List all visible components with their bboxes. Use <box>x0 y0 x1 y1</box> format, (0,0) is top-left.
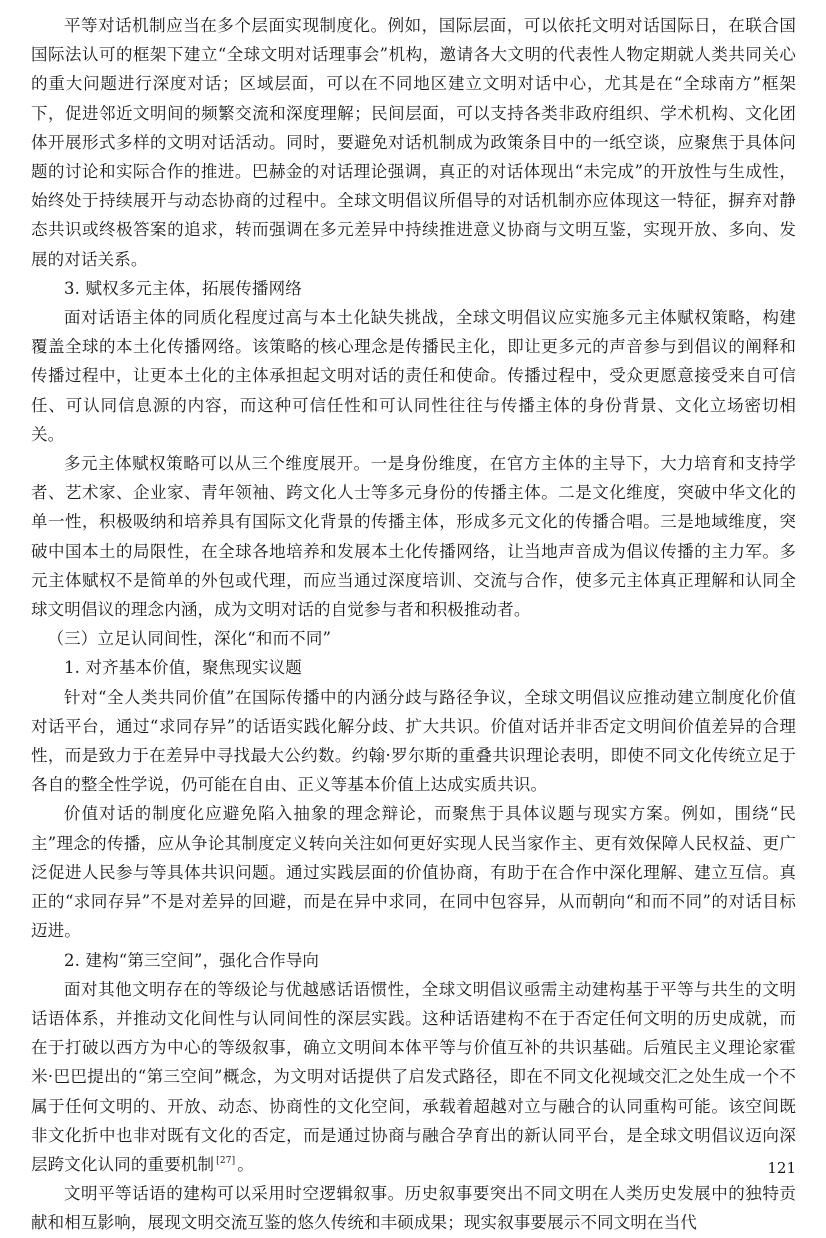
subsection-heading: 1. 对齐基本价值，聚焦现实议题 <box>64 658 302 678</box>
page-number: 121 <box>767 1159 796 1177</box>
body-paragraph: 面对话语主体的同质化程度过高与本土化缺失挑战，全球文明倡议应实施多元主体赋权策略，构建覆盖全球的本土化传播网络。该策略的核心理念是传播民主化，即让更多元的声音参与到倡议的阐释和传播过程中，让更本土化的主体承担起文明对话的责任和使命。传播过程中，受众更愿意接受来自可信任、可认同信息源的内容，而这种可信任性和可认同性往往与传播主体的身份背景、文化立场密切相关。 <box>31 308 796 444</box>
subsection-heading: 2. 建构“第三空间”，强化合作导向 <box>64 950 320 970</box>
body-paragraph: 价值对话的制度化应避免陷入抽象的理念辩论，而聚焦于具体议题与现实方案。例如，围绕“民主”理念的传播，应从争论其制度定义转向关注如何更好实现人民当家作主、更有效保障人民权益、更广泛促进人民参与等具体共识问题。通过实践层面的价值协商，有助于在合作中深化理解、建立互信。真正的“求同存异”不是对差异的回避，而是在异中求同，在同中包容异，从而朝向“和而不同”的对话目标迈进。 <box>31 804 796 941</box>
paragraph-end-punctuation: 。 <box>237 1154 254 1174</box>
subsection-heading: 3. 赋权多元主体，拓展传播网络 <box>64 278 302 298</box>
citation-reference: [27] <box>216 1156 236 1167</box>
body-paragraph: 多元主体赋权策略可以从三个维度展开。一是身份维度，在官方主体的主导下，大力培育和支持学者、艺术家、企业家、青年领袖、跨文化人士等多元身份的传播主体。二是文化维度，突破中华文化的单一性，积极吸纳和培养具有国际文化背景的传播主体，形成多元文化的传播合唱。三是地域维度，突破中国本土的局限性，在全球各地培养和发展本土化传播网络，让当地声音成为倡议传播的主力军。多元主体赋权不是简单的外包或代理，而应当通过深度培训、交流与合作，使多元主体真正理解和认同全球文明倡议的理念内涵，成为文明对话的自觉参与者和积极推动者。 <box>31 454 796 620</box>
page-body <box>31 11 796 1238</box>
body-paragraph: 平等对话机制应当在多个层面实现制度化。例如，国际层面，可以依托文明对话国际日，在联合国国际法认可的框架下建立“全球文明对话理事会”机构，邀请各大文明的代表性人物定期就人类共同关心的重大问题进行深度对话；区域层面，可以在不同地区建立文明对话中心，尤其是在“全球南方”框架下，促进邻近文明间的频繁交流和深度理解；民间层面，可以支持各类非政府组织、学术机构、文化团体开展形式多样的文明对话活动。同时，要避免对话机制成为政策条目中的一纸空谈，应聚焦于具体问题的讨论和实际合作的推进。巴赫金的对话理论强调，真正的对话体现出“未完成”的开放性与生成性，始终处于持续展开与动态协商的过程中。全球文明倡议所倡导的对话机制亦应体现这一特征，摒弃对静态共识或终极答案的追求，转而强调在多元差异中持续推进意义协商与文明互鉴，实现开放、多向、发展的对话关系。 <box>31 16 796 269</box>
body-paragraph: 针对“全人类共同价值”在国际传播中的内涵分歧与路径争议，全球文明倡议应推动建立制度化价值对话平台，通过“求同存异”的话语实践化解分歧、扩大共识。价值对话并非否定文明间价值差异的合理性，而是致力于在差异中寻找最大公约数。约翰·罗尔斯的重叠共识理论表明，即使不同文化传统立足于各自的整全性学说，仍可能在自由、正义等基本价值上达成实质共识。 <box>31 687 796 795</box>
body-paragraph <box>31 975 796 1179</box>
section-heading: （三）立足认同间性，深化“和而不同” <box>47 629 332 649</box>
paragraph-text: 面对其他文明存在的等级论与优越感话语惯性，全球文明倡议亟需主动建构基于平等与共生的文明话语体系，并推动文化间性与认同间性的深层实践。这种话语建构不在于否定任何文明的历史成就，而在于打破以西方为中心的等级叙事，确立文明间本体平等与价值互补的共识基础。后殖民主义理论家霍米·巴巴提出的“第三空间”概念，为文明对话提供了启发式路径，即在不同文化视域交汇之处生成一个不属于任何文明的、开放、动态、协商性的文化空间，承载着超越对立与融合的认同重构可能。该空间既非文化折中也非对既有文化的否定，而是通过协商与融合孕育出的新认同平台，是全球文明倡议迈向深层跨文化认同的重要机制 <box>31 979 796 1174</box>
body-paragraph: 文明平等话语的建构可以采用时空逻辑叙事。历史叙事要突出不同文明在人类历史发展中的独特贡献和相互影响，展现文明交流互鉴的悠久传统和丰硕成果；现实叙事要展示不同文明在当代 <box>31 1184 796 1233</box>
